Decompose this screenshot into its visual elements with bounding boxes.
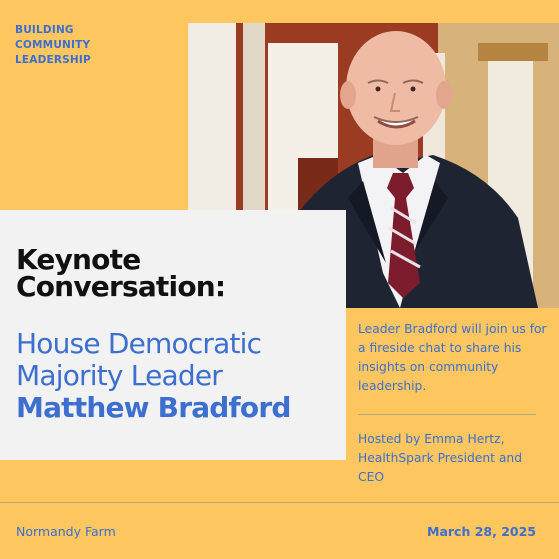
kicker-line-1: Keynote <box>16 243 141 276</box>
brand-wordmark <box>15 23 91 68</box>
brand-line-3: LEADERSHIP <box>15 54 91 66</box>
venue-label: Normandy Farm <box>16 524 116 539</box>
kicker-line-2: Conversation: <box>16 270 226 303</box>
brand-line-2: COMMUNITY <box>15 39 91 51</box>
event-description: Leader Bradford will join us for a fireside chat to share his insights on community leadership. <box>358 322 547 393</box>
speaker-title-line-2: Majority Leader <box>16 359 222 392</box>
kicker-heading <box>16 243 226 303</box>
host-info: Hosted by Emma Hertz, HealthSpark President and CEO <box>358 432 523 484</box>
divider <box>358 414 536 415</box>
event-date: March 28, 2025 <box>427 524 536 539</box>
footer-divider <box>0 502 559 503</box>
speaker-title-line-1: House Democratic <box>16 327 262 360</box>
speaker-name: Matthew Bradford <box>16 391 291 424</box>
speaker-title <box>16 328 291 424</box>
brand-line-1: BUILDING <box>15 24 74 36</box>
headline-panel <box>0 210 346 460</box>
